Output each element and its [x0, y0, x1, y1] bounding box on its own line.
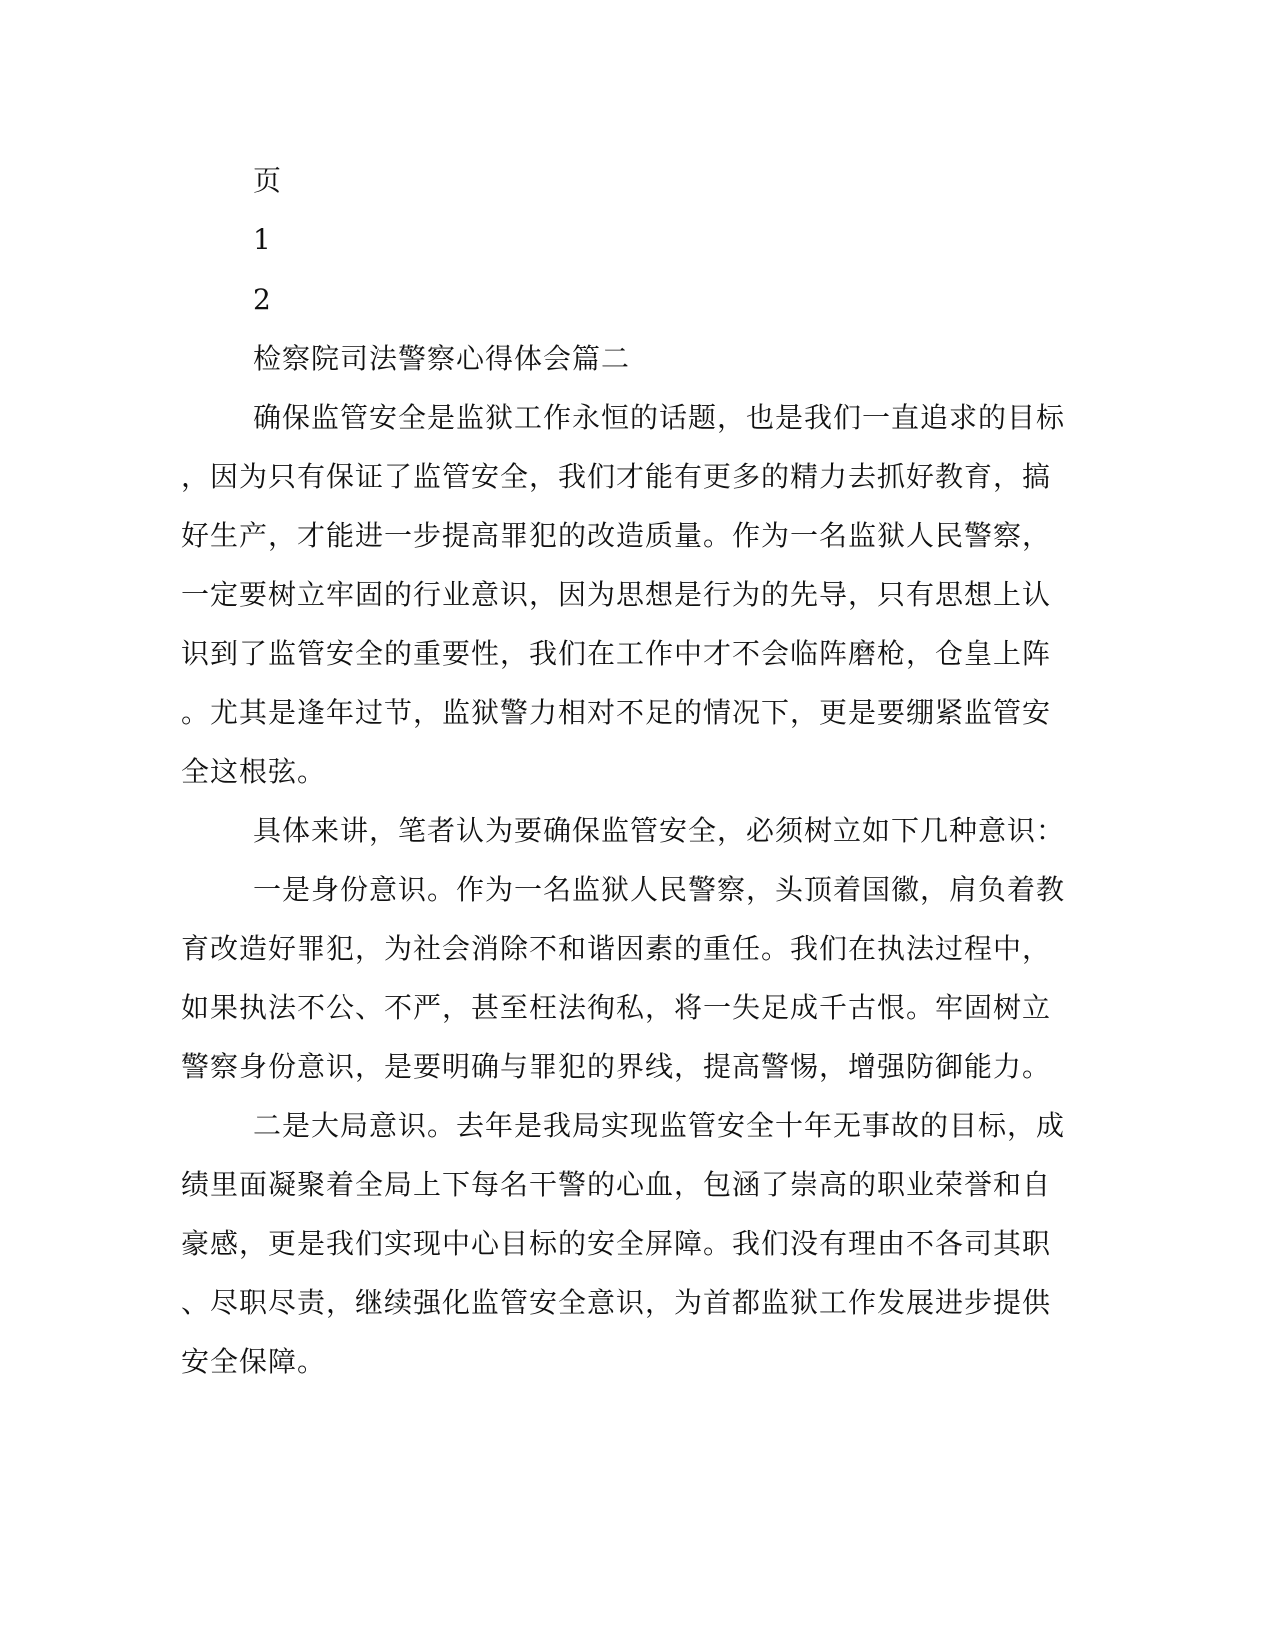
page-link-1[interactable]: 1	[253, 223, 272, 256]
paragraph-line: 。尤其是逢年过节，监狱警力相对不足的情况下，更是要绷紧监管安	[181, 696, 1052, 729]
article-title: 检察院司法警察心得体会篇二	[253, 342, 631, 375]
paragraph-line: 安全保障。	[181, 1345, 327, 1378]
paragraph-line: 豪感，更是我们实现中心目标的安全屏障。我们没有理由不各司其职	[181, 1227, 1052, 1260]
paragraph-line: 好生产，才能进一步提高罪犯的改造质量。作为一名监狱人民警察，	[181, 519, 1052, 552]
page-link-2[interactable]: 2	[253, 283, 272, 316]
paragraph-line: 二是大局意识。去年是我局实现监管安全十年无事故的目标，成	[253, 1109, 1066, 1142]
paragraph-line: 一是身份意识。作为一名监狱人民警察，头顶着国徽，肩负着教	[253, 873, 1066, 906]
paragraph-line: 确保监管安全是监狱工作永恒的话题，也是我们一直追求的目标	[253, 401, 1066, 434]
paragraph-line: 一定要树立牢固的行业意识，因为思想是行为的先导，只有思想上认	[181, 578, 1052, 611]
paragraph-line: 具体来讲，笔者认为要确保监管安全，必须树立如下几种意识：	[253, 814, 1066, 847]
paragraph-line: 如果执法不公、不严，甚至枉法徇私，将一失足成千古恨。牢固树立	[181, 991, 1052, 1024]
paragraph-line: 绩里面凝聚着全局上下每名干警的心血，包涵了崇高的职业荣誉和自	[181, 1168, 1052, 1201]
paragraph-line: 识到了监管安全的重要性，我们在工作中才不会临阵磨枪，仓皇上阵	[181, 637, 1052, 670]
paragraph-line: 、尽职尽责，继续强化监管安全意识，为首都监狱工作发展进步提供	[181, 1286, 1052, 1319]
page-label: 页	[253, 164, 283, 197]
paragraph-line: ，因为只有保证了监管安全，我们才能有更多的精力去抓好教育，搞	[181, 460, 1052, 493]
paragraph-line: 育改造好罪犯，为社会消除不和谐因素的重任。我们在执法过程中，	[181, 932, 1052, 965]
paragraph-line: 警察身份意识，是要明确与罪犯的界线，提高警惕，增强防御能力。	[181, 1050, 1052, 1083]
paragraph-line: 全这根弦。	[181, 755, 327, 788]
